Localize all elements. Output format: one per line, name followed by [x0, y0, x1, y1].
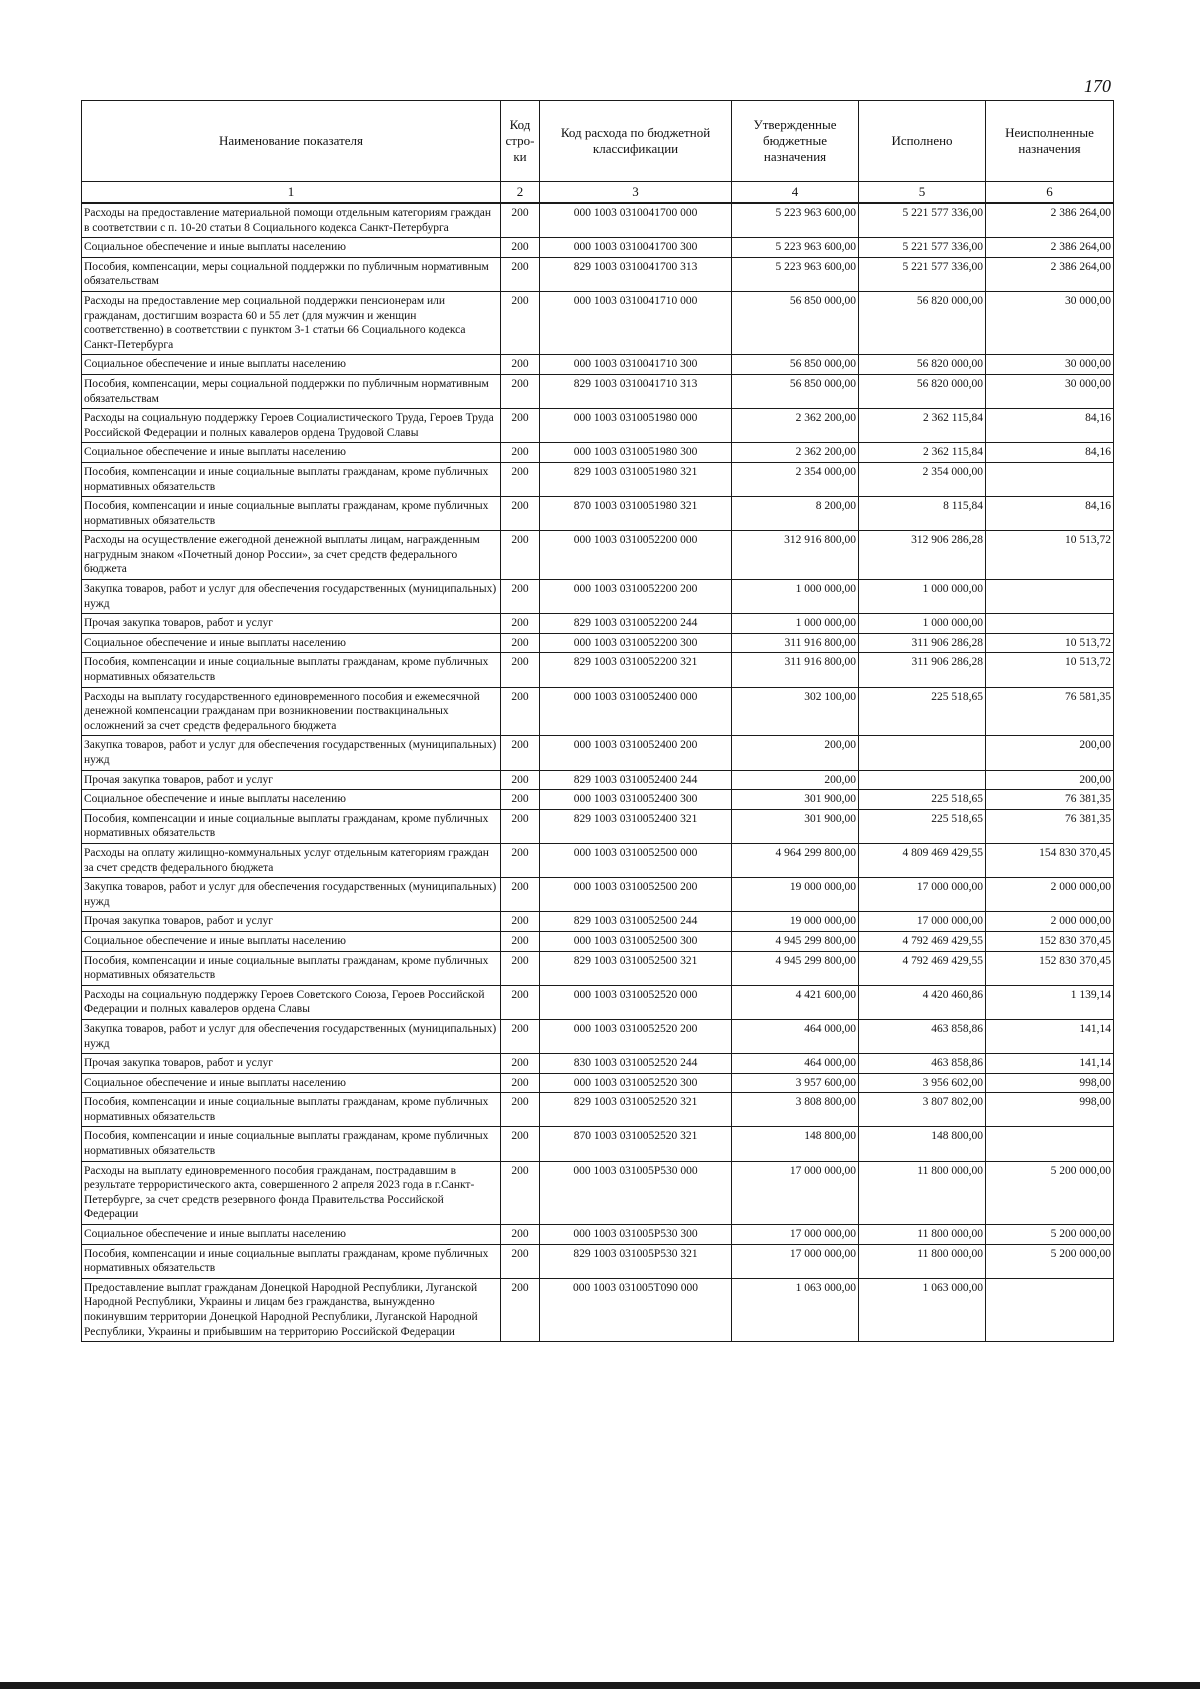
row-name: Социальное обеспечение и иные выплаты населению [82, 1073, 501, 1093]
row-unexecuted [986, 1127, 1114, 1161]
row-name: Пособия, компенсации и иные социальные выплаты гражданам, кроме публичных нормативных обязательств [82, 653, 501, 687]
table-body [82, 182, 1114, 1342]
row-executed: 11 800 000,00 [859, 1161, 986, 1224]
row-line-code: 200 [501, 614, 540, 634]
row-approved: 301 900,00 [732, 790, 859, 810]
row-name: Расходы на осуществление ежегодной денежной выплаты лицам, награжденным нагрудным знаком «Почетный донор России», за счет средств федерального бюджета [82, 531, 501, 580]
row-executed: 2 362 115,84 [859, 443, 986, 463]
header-line-code: Код стро-ки [501, 101, 540, 182]
row-executed: 2 354 000,00 [859, 462, 986, 496]
page-number: 170 [1084, 76, 1111, 96]
header-name: Наименование показателя [82, 101, 501, 182]
table-row [82, 1019, 1114, 1053]
header-unexecuted: Неисполненные назначения [986, 101, 1114, 182]
row-budget-code: 829 1003 0310052500 321 [540, 951, 732, 985]
row-executed: 463 858,86 [859, 1019, 986, 1053]
row-executed: 312 906 286,28 [859, 531, 986, 580]
row-approved: 4 964 299 800,00 [732, 843, 859, 877]
row-name: Прочая закупка товаров, работ и услуг [82, 912, 501, 932]
row-budget-code: 000 1003 0310041700 000 [540, 203, 732, 238]
row-unexecuted: 152 830 370,45 [986, 951, 1114, 985]
row-unexecuted: 30 000,00 [986, 291, 1114, 354]
row-name: Пособия, компенсации и иные социальные выплаты гражданам, кроме публичных нормативных обязательств [82, 462, 501, 496]
row-budget-code: 000 1003 0310052520 200 [540, 1019, 732, 1053]
row-unexecuted: 141,14 [986, 1019, 1114, 1053]
row-approved: 5 223 963 600,00 [732, 203, 859, 238]
row-executed: 3 807 802,00 [859, 1093, 986, 1127]
row-approved: 19 000 000,00 [732, 912, 859, 932]
row-line-code: 200 [501, 355, 540, 375]
row-name: Расходы на оплату жилищно-коммунальных услуг отдельным категориям граждан за счет средств федерального бюджета [82, 843, 501, 877]
row-line-code: 200 [501, 912, 540, 932]
row-budget-code: 000 1003 0310052400 300 [540, 790, 732, 810]
row-approved: 1 000 000,00 [732, 580, 859, 614]
header-budget-code: Код расхода по бюджетной классификации [540, 101, 732, 182]
row-executed: 17 000 000,00 [859, 912, 986, 932]
row-line-code: 200 [501, 497, 540, 531]
row-unexecuted: 30 000,00 [986, 355, 1114, 375]
row-executed [859, 736, 986, 770]
table-row [82, 497, 1114, 531]
row-executed: 3 956 602,00 [859, 1073, 986, 1093]
row-approved: 56 850 000,00 [732, 374, 859, 408]
table-row [82, 653, 1114, 687]
row-name: Пособия, компенсации и иные социальные выплаты гражданам, кроме публичных нормативных обязательств [82, 1127, 501, 1161]
row-name: Пособия, компенсации и иные социальные выплаты гражданам, кроме публичных нормативных обязательств [82, 951, 501, 985]
row-executed: 1 063 000,00 [859, 1278, 986, 1341]
row-name: Прочая закупка товаров, работ и услуг [82, 614, 501, 634]
table-row [82, 809, 1114, 843]
row-unexecuted: 2 000 000,00 [986, 912, 1114, 932]
row-unexecuted: 1 139,14 [986, 985, 1114, 1019]
row-approved: 1 063 000,00 [732, 1278, 859, 1341]
budget-execution-table [81, 100, 1114, 1342]
row-approved: 311 916 800,00 [732, 633, 859, 653]
table-row [82, 203, 1114, 238]
row-executed: 225 518,65 [859, 790, 986, 810]
row-executed: 5 221 577 336,00 [859, 257, 986, 291]
row-line-code: 200 [501, 238, 540, 258]
row-approved: 148 800,00 [732, 1127, 859, 1161]
row-executed: 225 518,65 [859, 809, 986, 843]
row-name: Расходы на выплату единовременного пособия гражданам, пострадавшим в результате террористического акта, совершенного 2 апреля 2023 года в г.Санкт-Петербурге, за счет средств резервного фонда Правительства Российской Федерации [82, 1161, 501, 1224]
row-executed: 1 000 000,00 [859, 614, 986, 634]
row-budget-code: 000 1003 0310041710 300 [540, 355, 732, 375]
table-row [82, 1244, 1114, 1278]
row-line-code: 200 [501, 1073, 540, 1093]
table-row [82, 770, 1114, 790]
row-line-code: 200 [501, 790, 540, 810]
row-approved: 4 421 600,00 [732, 985, 859, 1019]
table-row [82, 843, 1114, 877]
table-row [82, 257, 1114, 291]
row-executed: 4 792 469 429,55 [859, 951, 986, 985]
table-row [82, 931, 1114, 951]
table-row [82, 462, 1114, 496]
row-budget-code: 829 1003 0310052200 244 [540, 614, 732, 634]
row-unexecuted: 10 513,72 [986, 531, 1114, 580]
row-line-code: 200 [501, 203, 540, 238]
table-row [82, 409, 1114, 443]
row-executed: 4 809 469 429,55 [859, 843, 986, 877]
scan-edge [0, 1682, 1200, 1689]
table-row [82, 633, 1114, 653]
row-line-code: 200 [501, 770, 540, 790]
row-budget-code: 000 1003 0310052400 000 [540, 687, 732, 736]
row-budget-code: 829 1003 0310041700 313 [540, 257, 732, 291]
row-budget-code: 829 1003 0310052520 321 [540, 1093, 732, 1127]
row-approved: 464 000,00 [732, 1054, 859, 1074]
row-executed: 5 221 577 336,00 [859, 238, 986, 258]
row-line-code: 200 [501, 985, 540, 1019]
row-unexecuted: 2 386 264,00 [986, 238, 1114, 258]
column-number: 5 [859, 182, 986, 204]
row-name: Прочая закупка товаров, работ и услуг [82, 1054, 501, 1074]
row-name: Расходы на социальную поддержку Героев Советского Союза, Героев Российской Федерации и полных кавалеров ордена Славы [82, 985, 501, 1019]
table-row [82, 736, 1114, 770]
row-approved: 200,00 [732, 770, 859, 790]
table-row [82, 912, 1114, 932]
row-unexecuted: 152 830 370,45 [986, 931, 1114, 951]
row-budget-code: 829 1003 0310052500 244 [540, 912, 732, 932]
row-approved: 312 916 800,00 [732, 531, 859, 580]
row-line-code: 200 [501, 687, 540, 736]
row-budget-code: 830 1003 0310052520 244 [540, 1054, 732, 1074]
row-approved: 56 850 000,00 [732, 291, 859, 354]
row-executed: 56 820 000,00 [859, 291, 986, 354]
row-line-code: 200 [501, 931, 540, 951]
row-budget-code: 000 1003 0310051980 300 [540, 443, 732, 463]
row-budget-code: 829 1003 0310052200 321 [540, 653, 732, 687]
row-name: Расходы на предоставление мер социальной поддержки пенсионерам или гражданам, достигшим возраста 60 и 55 лет (для мужчин и женщин соответственно) в соответствии с пунктом 3-1 статьи 66 Социального кодекса Санкт-Петербурга [82, 291, 501, 354]
row-executed: 311 906 286,28 [859, 633, 986, 653]
table-row [82, 1225, 1114, 1245]
header-approved: Утвержденные бюджетные назначения [732, 101, 859, 182]
row-approved: 311 916 800,00 [732, 653, 859, 687]
row-budget-code: 829 1003 0310052400 244 [540, 770, 732, 790]
table-header-row [82, 101, 1114, 182]
row-unexecuted: 84,16 [986, 443, 1114, 463]
row-line-code: 200 [501, 291, 540, 354]
row-line-code: 200 [501, 843, 540, 877]
row-approved: 301 900,00 [732, 809, 859, 843]
row-name: Пособия, компенсации и иные социальные выплаты гражданам, кроме публичных нормативных обязательств [82, 1093, 501, 1127]
row-budget-code: 829 1003 0310052400 321 [540, 809, 732, 843]
row-budget-code: 000 1003 0310051980 000 [540, 409, 732, 443]
row-executed: 8 115,84 [859, 497, 986, 531]
table-row [82, 687, 1114, 736]
row-line-code: 200 [501, 951, 540, 985]
row-name: Прочая закупка товаров, работ и услуг [82, 770, 501, 790]
row-line-code: 200 [501, 374, 540, 408]
row-line-code: 200 [501, 531, 540, 580]
row-name: Закупка товаров, работ и услуг для обеспечения государственных (муниципальных) нужд [82, 736, 501, 770]
row-executed: 5 221 577 336,00 [859, 203, 986, 238]
row-unexecuted: 998,00 [986, 1073, 1114, 1093]
row-unexecuted: 5 200 000,00 [986, 1225, 1114, 1245]
row-approved: 200,00 [732, 736, 859, 770]
row-unexecuted: 84,16 [986, 497, 1114, 531]
table-row [82, 951, 1114, 985]
row-line-code: 200 [501, 1127, 540, 1161]
table-row [82, 580, 1114, 614]
row-name: Закупка товаров, работ и услуг для обеспечения государственных (муниципальных) нужд [82, 878, 501, 912]
row-line-code: 200 [501, 1161, 540, 1224]
row-unexecuted [986, 462, 1114, 496]
row-approved: 3 808 800,00 [732, 1093, 859, 1127]
header-executed: Исполнено [859, 101, 986, 182]
row-unexecuted: 30 000,00 [986, 374, 1114, 408]
table-row [82, 443, 1114, 463]
row-approved: 17 000 000,00 [732, 1244, 859, 1278]
column-number: 2 [501, 182, 540, 204]
row-approved: 2 354 000,00 [732, 462, 859, 496]
row-budget-code: 000 1003 0310052200 300 [540, 633, 732, 653]
row-budget-code: 000 1003 0310052200 000 [540, 531, 732, 580]
row-unexecuted: 2 386 264,00 [986, 257, 1114, 291]
table-row [82, 614, 1114, 634]
row-line-code: 200 [501, 462, 540, 496]
row-budget-code: 870 1003 0310051980 321 [540, 497, 732, 531]
row-approved: 4 945 299 800,00 [732, 931, 859, 951]
row-name: Социальное обеспечение и иные выплаты населению [82, 238, 501, 258]
row-name: Пособия, компенсации и иные социальные выплаты гражданам, кроме публичных нормативных обязательств [82, 809, 501, 843]
row-unexecuted: 76 581,35 [986, 687, 1114, 736]
row-line-code: 200 [501, 1019, 540, 1053]
row-approved: 17 000 000,00 [732, 1225, 859, 1245]
row-unexecuted [986, 614, 1114, 634]
row-executed: 225 518,65 [859, 687, 986, 736]
column-number: 3 [540, 182, 732, 204]
row-executed: 463 858,86 [859, 1054, 986, 1074]
table-row [82, 790, 1114, 810]
row-name: Расходы на предоставление материальной помощи отдельным категориям граждан в соответствии с п. 10-20 статьи 8 Социального кодекса Санкт-Петербурга [82, 203, 501, 238]
row-approved: 2 362 200,00 [732, 443, 859, 463]
row-unexecuted [986, 1278, 1114, 1341]
row-budget-code: 829 1003 0310041710 313 [540, 374, 732, 408]
table-row [82, 1054, 1114, 1074]
table-row [82, 985, 1114, 1019]
row-line-code: 200 [501, 1093, 540, 1127]
table-row [82, 238, 1114, 258]
row-executed: 1 000 000,00 [859, 580, 986, 614]
row-unexecuted: 2 386 264,00 [986, 203, 1114, 238]
row-name: Социальное обеспечение и иные выплаты населению [82, 1225, 501, 1245]
row-budget-code: 000 1003 0310052400 200 [540, 736, 732, 770]
table-row [82, 878, 1114, 912]
column-number: 4 [732, 182, 859, 204]
row-budget-code: 000 1003 0310052500 200 [540, 878, 732, 912]
row-line-code: 200 [501, 1054, 540, 1074]
row-approved: 302 100,00 [732, 687, 859, 736]
row-name: Расходы на выплату государственного единовременного пособия и ежемесячной денежной компенсации гражданам при возникновении поствакцинальных осложнений за счет средств федерального бюджета [82, 687, 501, 736]
table-row [82, 1093, 1114, 1127]
row-unexecuted: 200,00 [986, 770, 1114, 790]
row-budget-code: 000 1003 031005Р530 300 [540, 1225, 732, 1245]
row-approved: 17 000 000,00 [732, 1161, 859, 1224]
row-name: Предоставление выплат гражданам Донецкой Народной Республики, Луганской Народной Республики, Украины и лицам без гражданства, вынужденно покинувшим территории Донецкой Народной Республики, Луганской Народной Республики, Украины и прибывшим на территорию Российской Федерации [82, 1278, 501, 1341]
row-budget-code: 000 1003 0310052500 300 [540, 931, 732, 951]
row-approved: 3 957 600,00 [732, 1073, 859, 1093]
row-name: Закупка товаров, работ и услуг для обеспечения государственных (муниципальных) нужд [82, 580, 501, 614]
row-name: Пособия, компенсации, меры социальной поддержки по публичным нормативным обязательствам [82, 374, 501, 408]
row-line-code: 200 [501, 1278, 540, 1341]
row-name: Закупка товаров, работ и услуг для обеспечения государственных (муниципальных) нужд [82, 1019, 501, 1053]
row-executed: 148 800,00 [859, 1127, 986, 1161]
row-budget-code: 870 1003 0310052520 321 [540, 1127, 732, 1161]
row-unexecuted: 84,16 [986, 409, 1114, 443]
row-unexecuted: 76 381,35 [986, 790, 1114, 810]
row-name: Пособия, компенсации и иные социальные выплаты гражданам, кроме публичных нормативных обязательств [82, 1244, 501, 1278]
row-approved: 56 850 000,00 [732, 355, 859, 375]
table-row [82, 291, 1114, 354]
row-executed: 311 906 286,28 [859, 653, 986, 687]
row-unexecuted: 10 513,72 [986, 633, 1114, 653]
table-row [82, 374, 1114, 408]
row-unexecuted: 10 513,72 [986, 653, 1114, 687]
row-approved: 5 223 963 600,00 [732, 257, 859, 291]
row-name: Социальное обеспечение и иные выплаты населению [82, 443, 501, 463]
row-approved: 464 000,00 [732, 1019, 859, 1053]
row-unexecuted: 141,14 [986, 1054, 1114, 1074]
row-budget-code: 000 1003 031005Р530 000 [540, 1161, 732, 1224]
row-budget-code: 000 1003 0310052520 300 [540, 1073, 732, 1093]
row-approved: 2 362 200,00 [732, 409, 859, 443]
row-executed: 4 420 460,86 [859, 985, 986, 1019]
row-name: Пособия, компенсации и иные социальные выплаты гражданам, кроме публичных нормативных обязательств [82, 497, 501, 531]
row-line-code: 200 [501, 409, 540, 443]
row-unexecuted: 5 200 000,00 [986, 1244, 1114, 1278]
row-budget-code: 000 1003 031005Т090 000 [540, 1278, 732, 1341]
row-budget-code: 829 1003 0310051980 321 [540, 462, 732, 496]
row-approved: 1 000 000,00 [732, 614, 859, 634]
row-line-code: 200 [501, 1244, 540, 1278]
row-unexecuted: 154 830 370,45 [986, 843, 1114, 877]
row-executed: 2 362 115,84 [859, 409, 986, 443]
row-budget-code: 829 1003 031005Р530 321 [540, 1244, 732, 1278]
row-name: Расходы на социальную поддержку Героев Социалистического Труда, Героев Труда Российской Федерации и полных кавалеров ордена Трудовой Славы [82, 409, 501, 443]
table-row [82, 355, 1114, 375]
row-line-code: 200 [501, 443, 540, 463]
row-executed: 4 792 469 429,55 [859, 931, 986, 951]
row-line-code: 200 [501, 580, 540, 614]
row-executed: 56 820 000,00 [859, 355, 986, 375]
row-unexecuted: 2 000 000,00 [986, 878, 1114, 912]
column-number-row [82, 182, 1114, 204]
table-row [82, 1073, 1114, 1093]
row-approved: 5 223 963 600,00 [732, 238, 859, 258]
column-number: 6 [986, 182, 1114, 204]
row-executed [859, 770, 986, 790]
table-row [82, 531, 1114, 580]
row-executed: 56 820 000,00 [859, 374, 986, 408]
row-unexecuted: 5 200 000,00 [986, 1161, 1114, 1224]
row-line-code: 200 [501, 809, 540, 843]
row-budget-code: 000 1003 0310041700 300 [540, 238, 732, 258]
row-unexecuted [986, 580, 1114, 614]
row-name: Социальное обеспечение и иные выплаты населению [82, 931, 501, 951]
table-row [82, 1278, 1114, 1341]
row-line-code: 200 [501, 653, 540, 687]
row-line-code: 200 [501, 257, 540, 291]
row-name: Социальное обеспечение и иные выплаты населению [82, 790, 501, 810]
table-row [82, 1161, 1114, 1224]
table-row [82, 1127, 1114, 1161]
row-budget-code: 000 1003 0310052500 000 [540, 843, 732, 877]
row-line-code: 200 [501, 736, 540, 770]
row-approved: 4 945 299 800,00 [732, 951, 859, 985]
row-unexecuted: 76 381,35 [986, 809, 1114, 843]
row-name: Социальное обеспечение и иные выплаты населению [82, 633, 501, 653]
row-executed: 11 800 000,00 [859, 1225, 986, 1245]
row-name: Социальное обеспечение и иные выплаты населению [82, 355, 501, 375]
row-executed: 17 000 000,00 [859, 878, 986, 912]
row-budget-code: 000 1003 0310052200 200 [540, 580, 732, 614]
column-number: 1 [82, 182, 501, 204]
row-budget-code: 000 1003 0310041710 000 [540, 291, 732, 354]
row-line-code: 200 [501, 1225, 540, 1245]
row-line-code: 200 [501, 633, 540, 653]
row-unexecuted: 200,00 [986, 736, 1114, 770]
row-unexecuted: 998,00 [986, 1093, 1114, 1127]
row-executed: 11 800 000,00 [859, 1244, 986, 1278]
row-name: Пособия, компенсации, меры социальной поддержки по публичным нормативным обязательствам [82, 257, 501, 291]
row-budget-code: 000 1003 0310052520 000 [540, 985, 732, 1019]
row-approved: 19 000 000,00 [732, 878, 859, 912]
row-line-code: 200 [501, 878, 540, 912]
row-approved: 8 200,00 [732, 497, 859, 531]
